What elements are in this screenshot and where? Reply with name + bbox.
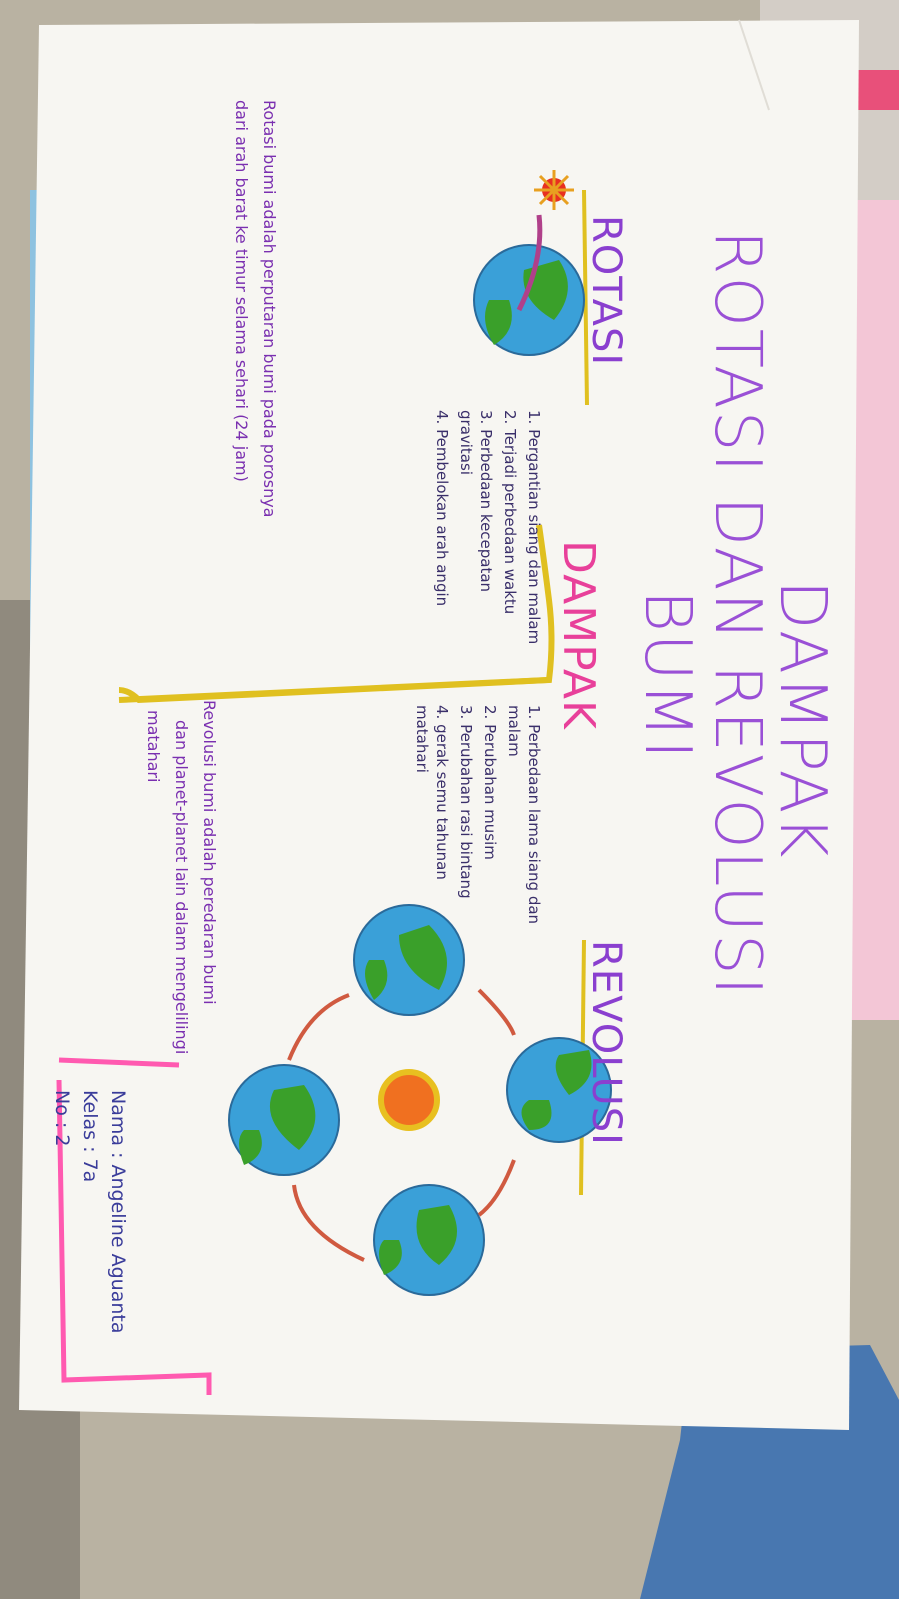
rotasi-heading: ROTASI [583, 215, 629, 367]
revolusi-heading: REVOLUSI [583, 940, 629, 1146]
revolusi-sun [381, 1072, 437, 1128]
earth-left [374, 1185, 484, 1295]
rotasi-definition-1: Rotasi bumi adalah perputaran bumi pada porosnya [260, 100, 279, 518]
list-item: 4. gerak semu tahunan matahari [413, 705, 451, 880]
rotasi-impacts-list [432, 410, 544, 670]
dampak-heading: DAMPAK [553, 540, 604, 730]
list-item: 4. Pembelokan arah angin [433, 410, 451, 607]
title-line2: ROTASI DAN REVOLUSI [700, 230, 774, 998]
rotasi-definition-2: dari arah barat ke timur selama sehari (24 jam) [232, 100, 251, 482]
title-line1: DAMPAK [765, 580, 839, 860]
list-item: 2. Terjadi perbedaan waktu [501, 410, 519, 615]
list-item: 3. Perbedaan kecepatan gravitasi [457, 410, 495, 593]
list-item: 1. Pergantian siang dan malam [525, 410, 543, 645]
revolusi-definition-1: Revolusi bumi adalah peredaran bumi [200, 700, 219, 1005]
student-no: No : 2 [51, 1090, 73, 1147]
student-kelas: Kelas : 7a [79, 1090, 101, 1183]
list-item: 1. Perbedaan lama siang dan malam [505, 705, 543, 925]
earth-bottom [229, 1065, 339, 1175]
title-line3: BUMI [630, 590, 704, 761]
list-item: 2. Perubahan musim [481, 705, 499, 860]
rotasi-sun [534, 170, 574, 210]
student-nama: Nama : Angeline Aguanta [107, 1090, 129, 1334]
revolusi-definition-2: dan planet-planet lain dalam mengelilingi [172, 720, 191, 1055]
list-item: 3. Perubahan rasi bintang [457, 705, 475, 899]
revolusi-impacts-list [412, 705, 544, 935]
revolusi-definition-3: matahari [144, 710, 163, 783]
